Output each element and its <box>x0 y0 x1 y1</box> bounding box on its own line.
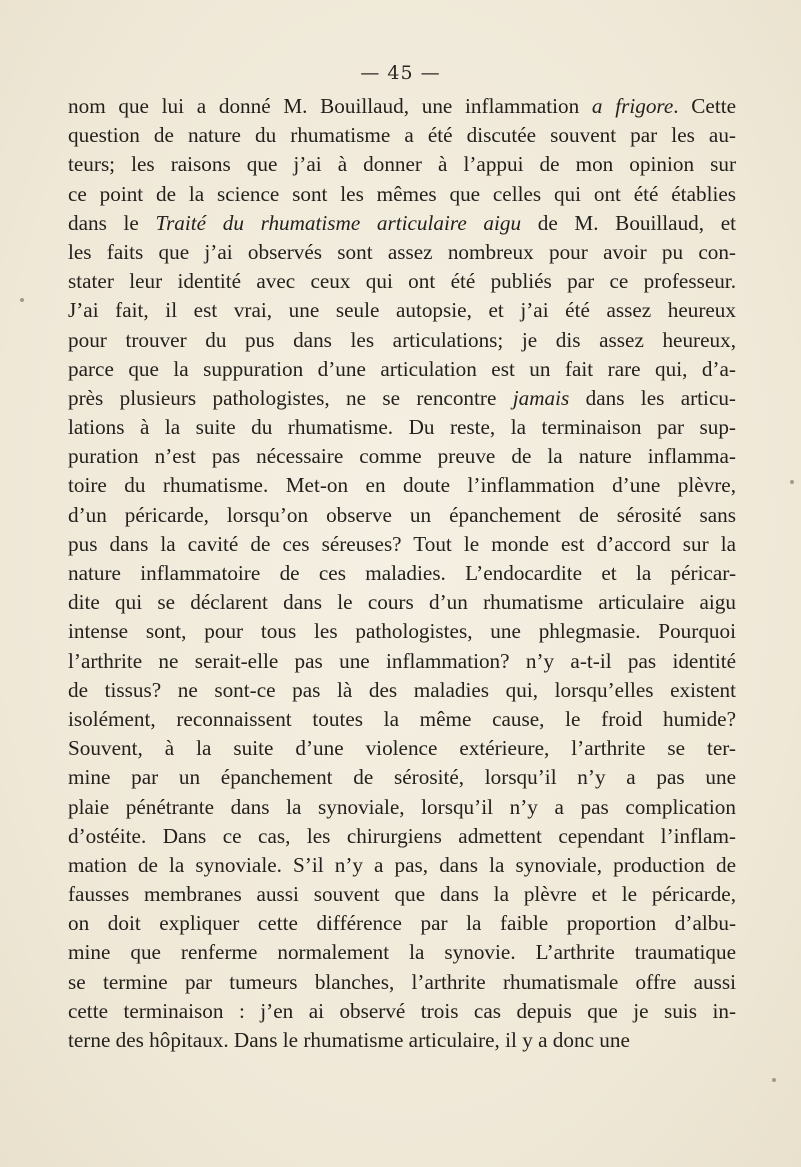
text-line <box>68 734 736 763</box>
text-segment: intense sont, pour tous les pathologistes, une phlegmasie. Pourquoi <box>68 619 736 644</box>
text-line <box>68 355 736 384</box>
text-line <box>68 180 736 209</box>
text-line <box>68 150 736 179</box>
text-segment: d’un péricarde, lorsqu’on observe un épanchement de sérosité sans <box>68 502 736 527</box>
text-segment: mation de la synoviale. S’il n’y a pas, dans la synoviale, production de <box>68 852 736 877</box>
text-segment: mine par un épanchement de sérosité, lorsqu’il n’y a pas une <box>68 765 736 790</box>
text-line <box>68 968 736 997</box>
text-segment: d’ostéite. Dans ce cas, les chirurgiens admettent cependant l’inflam- <box>68 823 736 848</box>
paper-speck <box>772 1078 776 1082</box>
text-segment: l’arthrite ne serait-elle pas une inflammation? n’y a-t-il pas identité <box>68 648 736 673</box>
text-segment: isolément, reconnaissent toutes la même cause, le froid humide? <box>68 706 736 731</box>
text-segment: on doit expliquer cette différence par la faible proportion d’albu- <box>68 911 736 936</box>
text-line <box>68 938 736 967</box>
text-line <box>68 647 736 676</box>
text-line <box>68 676 736 705</box>
text-segment: pus dans la cavité de ces séreuses? Tout le monde est d’accord sur la <box>68 531 736 556</box>
text-line <box>68 763 736 792</box>
text-line <box>68 822 736 851</box>
text-line <box>68 997 736 1026</box>
text-segment: terne des hôpitaux. Dans le rhumatisme articulaire, il y a donc une <box>68 1028 630 1052</box>
text-line <box>68 471 736 500</box>
text-segment: près plusieurs pathologistes, ne se rencontre <box>68 385 513 410</box>
text-segment: puration n’est pas nécessaire comme preuve de la nature inflamma- <box>68 444 736 469</box>
text-segment: ce point de la science sont les mêmes que celles qui ont été établies <box>68 181 736 206</box>
text-line <box>68 501 736 530</box>
italic-segment: a frigore <box>591 94 674 118</box>
text-line <box>68 209 736 238</box>
text-segment: de M. Bouillaud, et <box>521 210 736 235</box>
text-segment: mine que renferme normalement la synovie. L’arthrite traumatique <box>68 940 736 965</box>
text-segment: teurs; les raisons que j’ai à donner à l’appui de mon opinion sur <box>68 152 736 177</box>
text-line <box>68 92 736 121</box>
text-segment: toire du rhumatisme. Met-on en doute l’inflammation d’une plèvre, <box>68 473 736 498</box>
text-segment: plaie pénétrante dans la synoviale, lorsqu’il n’y a pas complication <box>68 794 736 819</box>
text-segment: se termine par tumeurs blanches, l’arthrite rhumatismale offre aussi <box>68 969 736 994</box>
text-segment: dans les articu- <box>569 385 736 410</box>
text-segment: . Cette <box>673 94 736 118</box>
text-line <box>68 793 736 822</box>
text-line <box>68 909 736 938</box>
page-number: — 45 — <box>360 62 441 84</box>
paper-speck <box>790 480 794 484</box>
text-segment: nature inflammatoire de ces maladies. L’endocardite et la péricar- <box>68 561 736 585</box>
text-segment: nom que lui a donné M. Bouillaud, une inflammation <box>68 94 592 118</box>
paper-speck <box>20 298 24 302</box>
text-line <box>68 238 736 267</box>
text-line <box>68 267 736 296</box>
text-segment: J’ai fait, il est vrai, une seule autopsie, et j’ai été assez heureux <box>68 298 736 323</box>
text-segment: Souvent, à la suite d’une violence extérieure, l’arthrite se ter- <box>68 736 736 761</box>
text-segment: question de nature du rhumatisme a été discutée souvent par les au- <box>68 123 736 148</box>
text-line <box>68 851 736 880</box>
text-segment: fausses membranes aussi souvent que dans la plèvre et le péricarde, <box>68 882 736 907</box>
text-line <box>68 326 736 355</box>
text-line <box>68 880 736 909</box>
text-segment: parce que la suppuration d’une articulation est un fait rare qui, d’a- <box>68 356 736 381</box>
text-segment: pour trouver du pus dans les articulations; je dis assez heureux, <box>68 327 736 352</box>
text-segment: lations à la suite du rhumatisme. Du reste, la terminaison par sup- <box>68 415 736 440</box>
text-line <box>68 530 736 559</box>
text-segment: dite qui se déclarent dans le cours d’un rhumatisme articulaire aigu <box>68 590 736 615</box>
italic-segment: jamais <box>512 385 570 410</box>
italic-segment: Traité du rhumatisme articulaire aigu <box>155 210 522 235</box>
text-segment: de tissus? ne sont-ce pas là des maladies qui, lorsqu’elles existent <box>68 677 736 702</box>
text-segment: stater leur identité avec ceux qui ont été publiés par ce professeur. <box>68 269 736 294</box>
text-line <box>68 588 736 617</box>
text-line <box>68 384 736 413</box>
text-line <box>68 121 736 150</box>
body-text <box>68 92 736 1055</box>
text-line <box>68 413 736 442</box>
text-line <box>68 1026 736 1055</box>
text-segment: les faits que j’ai observés sont assez nombreux pour avoir pu con- <box>68 239 736 264</box>
text-line <box>68 296 736 325</box>
text-segment: cette terminaison : j’en ai observé trois cas depuis que je suis in- <box>68 998 736 1023</box>
text-line <box>68 705 736 734</box>
text-line <box>68 617 736 646</box>
text-segment: dans le <box>68 210 156 235</box>
text-line <box>68 442 736 471</box>
text-line <box>68 559 736 588</box>
